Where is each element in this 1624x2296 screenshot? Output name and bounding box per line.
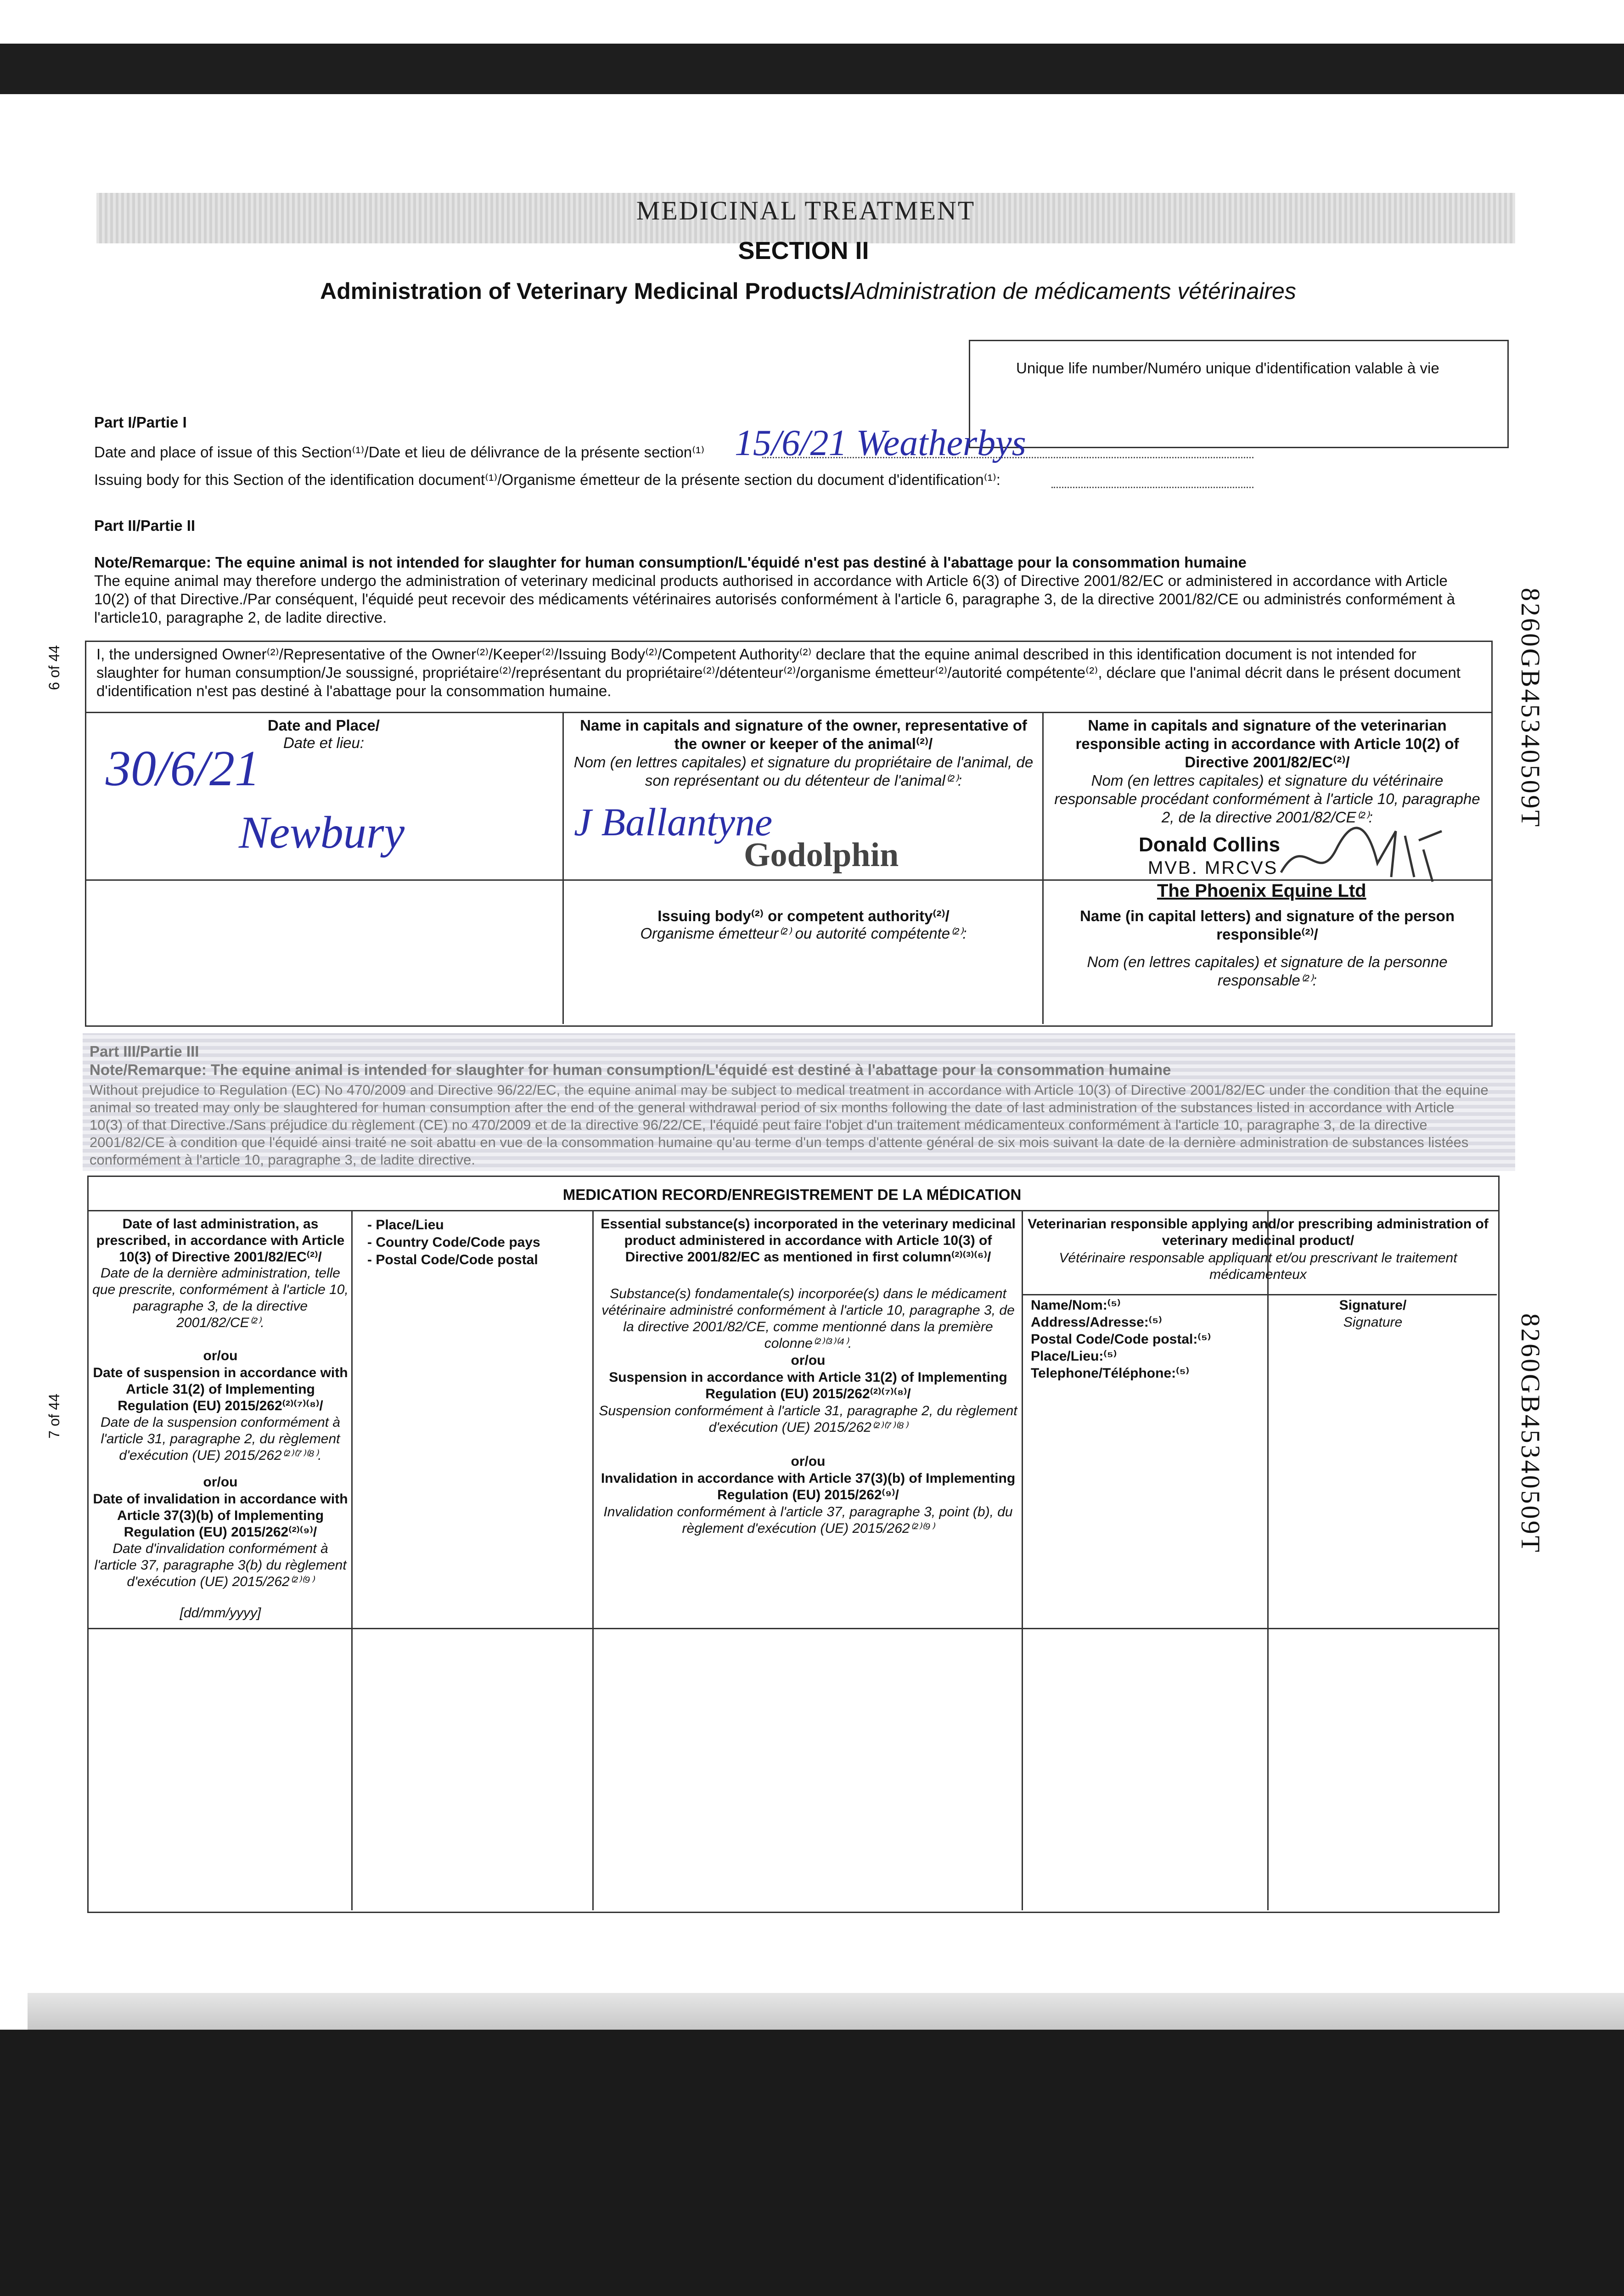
margin-id-bottom: 8260GB45340509T	[1516, 1313, 1545, 1554]
scan-border-bottom	[0, 2030, 1624, 2296]
med-col-divider-2	[592, 1210, 594, 1910]
col1-place-value: Newbury	[239, 807, 405, 858]
med-col-divider-4	[1267, 1210, 1269, 1910]
med-col3-line-1: Essential substance(s) incorporated in the veterinary medicinal product administered in accordance with Article 10(3) of Directive 2001/82/EC as mentioned in first column⁽²⁾⁽³⁾⁽⁶⁾/	[601, 1216, 1016, 1265]
vet-qualification: MVB. MRCVS	[1148, 858, 1278, 878]
vet-practice: The Phoenix Equine Ltd	[1157, 881, 1366, 901]
medication-title-divider	[87, 1210, 1498, 1211]
med-col1-or-2: or/ou	[203, 1474, 238, 1490]
subtitle	[257, 278, 1359, 304]
med-col4-header-divider	[1022, 1294, 1497, 1295]
med-vet-telephone-field: Telephone/Téléphone:⁽⁵⁾	[1031, 1366, 1189, 1381]
subtitle-en: Administration of Veterinary Medicinal Products/	[320, 278, 851, 304]
part2-text: The equine animal may therefore undergo the administration of veterinary medicinal products authorised in accordance with Article 6(3) of Directive 2001/82/EC or administered in accordance with Article 10(2) of that Directive./Par conséquent, l'équidé peut recevoir des médicaments vétérinaires autorisés conformément à l'article 6, paragraphe 3, de la directive 2001/82/CE ou administrés conformément à l'article10, paragraphe 2, de ladite directive.	[94, 572, 1455, 626]
col2-label: Name in capitals and signature of the owner, representative of the owner or keeper of the animal⁽²⁾/	[580, 717, 1027, 752]
med-col1-line-7: Date of invalidation in accordance with Article 37(3)(b) of Implementing Regulation (EU) 2015/262⁽²⁾⁽⁹⁾/	[93, 1491, 348, 1540]
owner-signature-1: J Ballantyne	[574, 800, 773, 844]
med-row-divider	[87, 1628, 1498, 1629]
med-col3-or-1: or/ou	[791, 1353, 826, 1368]
med-col3-line-8: Invalidation conformément à l'article 37, paragraphe 3, point (b), du règlement d'exécution (UE) 2015/262⁽²⁾⁽⁹⁾	[603, 1504, 1013, 1536]
row2-col2-label-fr: Organisme émetteur⁽²⁾ ou autorité compétente⁽²⁾:	[640, 925, 967, 942]
med-vet-place-field: Place/Lieu:⁽⁵⁾	[1031, 1349, 1117, 1364]
row2-col2-label: Issuing body⁽²⁾ or competent authority⁽²⁾/	[657, 907, 950, 924]
med-col1-date-format: [dd/mm/yyyy]	[180, 1605, 261, 1621]
col2-label-fr: Nom (en lettres capitales) et signature du propriétaire de l'animal, de son représentant ou du détenteur de l'animal⁽²⁾:	[573, 754, 1034, 789]
med-col3-line-5: Suspension conformément à l'article 31, paragraphe 2, du règlement d'exécution (UE) 2015/262⁽²⁾⁽⁷⁾⁽⁸⁾	[599, 1403, 1017, 1435]
med-vet-address-field: Address/Adresse:⁽⁵⁾	[1031, 1315, 1162, 1330]
part3-text: Without prejudice to Regulation (EC) No 470/2009 and Directive 96/22/EC, the equine animal may be subject to medical treatment in accordance with Article 10(3) of Directive 2001/82/EC under the condition that the equine animal so treated may only be slaughtered for human consumption after the end of the general withdrawal period of six months following the date of last administration of the substances listed in accordance with Article 10(3) of that Directive./Sans préjudice du règlement (CE) no 470/2009 et de la directive 96/22/CE, l'équidé peut faire l'objet d'un traitement médicamenteux conformément à l'article 10, paragraphe 3, de la directive 2001/82/CE à condition que l'équidé ainsi traité ne soit abattu en vue de la consommation humaine qu'au terme d'un temps d'attente général de six mois suivant la date de la dernière administration de substances listées conformément à l'article 10, paragraphe 3, de ladite directive.	[90, 1082, 1489, 1168]
owner-signature-2: Godolphin	[744, 836, 899, 874]
col3-label: Name in capitals and signature of the veterinarian responsible acting in accordance with Article 10(2) of Directive 2001/82/EC⁽²⁾/	[1075, 717, 1459, 771]
vet-name: Donald Collins	[1139, 833, 1280, 856]
declaration-col-divider-1	[562, 712, 564, 1024]
subtitle-fr: Administration de médicaments vétérinaires	[850, 278, 1296, 304]
medication-record-title: MEDICATION RECORD/ENREGISTREMENT DE LA MÉDICATION	[562, 1186, 1022, 1203]
row2-col3-label-fr: Nom (en lettres capitales) et signature de la personne responsable⁽²⁾:	[1087, 953, 1448, 989]
col1-label: Date and Place/	[268, 717, 380, 734]
col1-date-value: 30/6/21	[106, 740, 260, 796]
part1-date-place-label: Date and place of issue of this Section⁽¹⁾/Date et lieu de délivrance de la présente section⁽¹⁾	[94, 444, 705, 461]
med-signature-header-fr: Signature	[1343, 1315, 1403, 1330]
part3-heading: Part III/Partie III	[90, 1043, 199, 1060]
scan-border-top	[0, 44, 1624, 94]
vet-signature-drawing	[1276, 822, 1451, 886]
declaration-col-divider-2	[1042, 712, 1044, 1024]
med-signature-header: Signature/	[1339, 1298, 1407, 1313]
med-col-divider-1	[351, 1210, 353, 1910]
page-number-bottom: 7 of 44	[46, 1394, 62, 1439]
part3-note: Note/Remarque: The equine animal is intended for slaughter for human consumption/L'équidé est destiné à l'abattage pour la consommation humaine	[90, 1061, 1171, 1078]
med-col4-header-fr: Vétérinaire responsable appliquant et/ou prescrivant le traitement médicamenteux	[1059, 1250, 1457, 1282]
page-edge	[28, 1993, 1624, 2030]
med-col4-header: Veterinarian responsible applying and/or prescribing administration of veterinary medicinal product/	[1028, 1216, 1489, 1248]
med-col1-line-2: Date de la dernière administration, telle que prescrite, conformément à l'article 10, paragraphe 3, de la directive 2001/82/CE⁽²⁾.	[92, 1266, 348, 1330]
part1-issuing-line	[1051, 487, 1253, 488]
page-title: MEDICINAL TREATMENT	[636, 196, 976, 225]
declaration-divider	[85, 712, 1491, 713]
med-col1-line-1: Date of last administration, as prescribed, in accordance with Article 10(3) of Directive 2001/82/EC⁽²⁾/	[96, 1216, 345, 1265]
unique-life-number-label: Unique life number/Numéro unique d'identification valable à vie	[1016, 360, 1439, 377]
med-col1-or-1: or/ou	[203, 1348, 238, 1363]
med-col3-line-7: Invalidation in accordance with Article 37(3)(b) of Implementing Regulation (EU) 2015/262⁽⁹⁾/	[601, 1471, 1016, 1503]
part1-issuing-label: Issuing body for this Section of the identification document⁽¹⁾/Organisme émetteur de la présente section du document d'identification⁽¹⁾:	[94, 471, 1000, 488]
col1-label-fr: Date et lieu:	[283, 734, 365, 751]
med-col3-line-2: Substance(s) fondamentale(s) incorporée(s) dans le médicament vétérinaire administré conformément à l'article 10, paragraphe 3, de la directive 2001/82/CE, comme mentionné dans la première colonne⁽²⁾⁽³⁾⁽⁴⁾.	[601, 1286, 1015, 1351]
med-col3-or-2: or/ou	[791, 1454, 826, 1469]
unique-life-number-box	[969, 340, 1509, 448]
row2-col3-label: Name (in capital letters) and signature of the person responsible⁽²⁾/	[1080, 907, 1455, 943]
med-col1-line-4: Date of suspension in accordance with Article 31(2) of Implementing Regulation (EU) 2015/262⁽²⁾⁽⁷⁾⁽⁸⁾/	[93, 1365, 348, 1413]
part1-date-place-value: 15/6/21 Weatherbys	[735, 423, 1026, 463]
med-col3-line-4: Suspension in accordance with Article 31(2) of Implementing Regulation (EU) 2015/262⁽²⁾⁽⁷⁾⁽⁸⁾/	[609, 1370, 1007, 1401]
part2-note: Note/Remarque: The equine animal is not intended for slaughter for human consumption/L'équidé n'est pas destiné à l'abattage pour la consommation humaine	[94, 554, 1247, 571]
med-vet-name-field: Name/Nom:⁽⁵⁾	[1031, 1298, 1121, 1313]
med-vet-postal-field: Postal Code/Code postal:⁽⁵⁾	[1031, 1332, 1211, 1347]
margin-id-top: 8260GB45340509T	[1516, 588, 1545, 828]
part1-heading: Part I/Partie I	[94, 414, 187, 431]
med-col2-postal: - Postal Code/Code postal	[367, 1252, 538, 1267]
med-col2-place: - Place/Lieu	[367, 1217, 444, 1232]
section-heading: SECTION II	[738, 237, 869, 264]
med-col2-country: - Country Code/Code pays	[367, 1235, 540, 1250]
med-col1-line-8: Date d'invalidation conformément à l'article 37, paragraphe 3(b) du règlement d'exécution (UE) 2015/262⁽²⁾⁽⁹⁾	[94, 1541, 347, 1589]
declaration-text: I, the undersigned Owner⁽²⁾/Representative of the Owner⁽²⁾/Keeper⁽²⁾/Issuing Body⁽²⁾/Competent Authority⁽²⁾ declare that the equine animal described in this identification document is not intended for slaughter for human consumption/Je soussigné, propriétaire⁽²⁾/représentant du propriétaire⁽²⁾/détenteur⁽²⁾/organisme émetteur⁽²⁾/autorité compétente⁽²⁾, déclare que l'animal décrit dans le présent document d'identification n'est pas destiné à l'abattage pour la consommation humaine.	[96, 646, 1461, 699]
med-col1-line-5: Date de la suspension conformément à l'article 31, paragraphe 2, du règlement d'exécution (UE) 2015/262⁽²⁾⁽⁷⁾⁽⁸⁾.	[101, 1415, 340, 1463]
col3-label-fr: Nom (en lettres capitales) et signature du vétérinaire responsable procédant conformément à l'article 10, paragraphe 2, de la directive 2001/82/CE⁽²⁾:	[1054, 772, 1480, 826]
part2-heading: Part II/Partie II	[94, 517, 196, 534]
med-col-divider-3	[1022, 1210, 1023, 1910]
page-number-top: 6 of 44	[46, 645, 62, 690]
